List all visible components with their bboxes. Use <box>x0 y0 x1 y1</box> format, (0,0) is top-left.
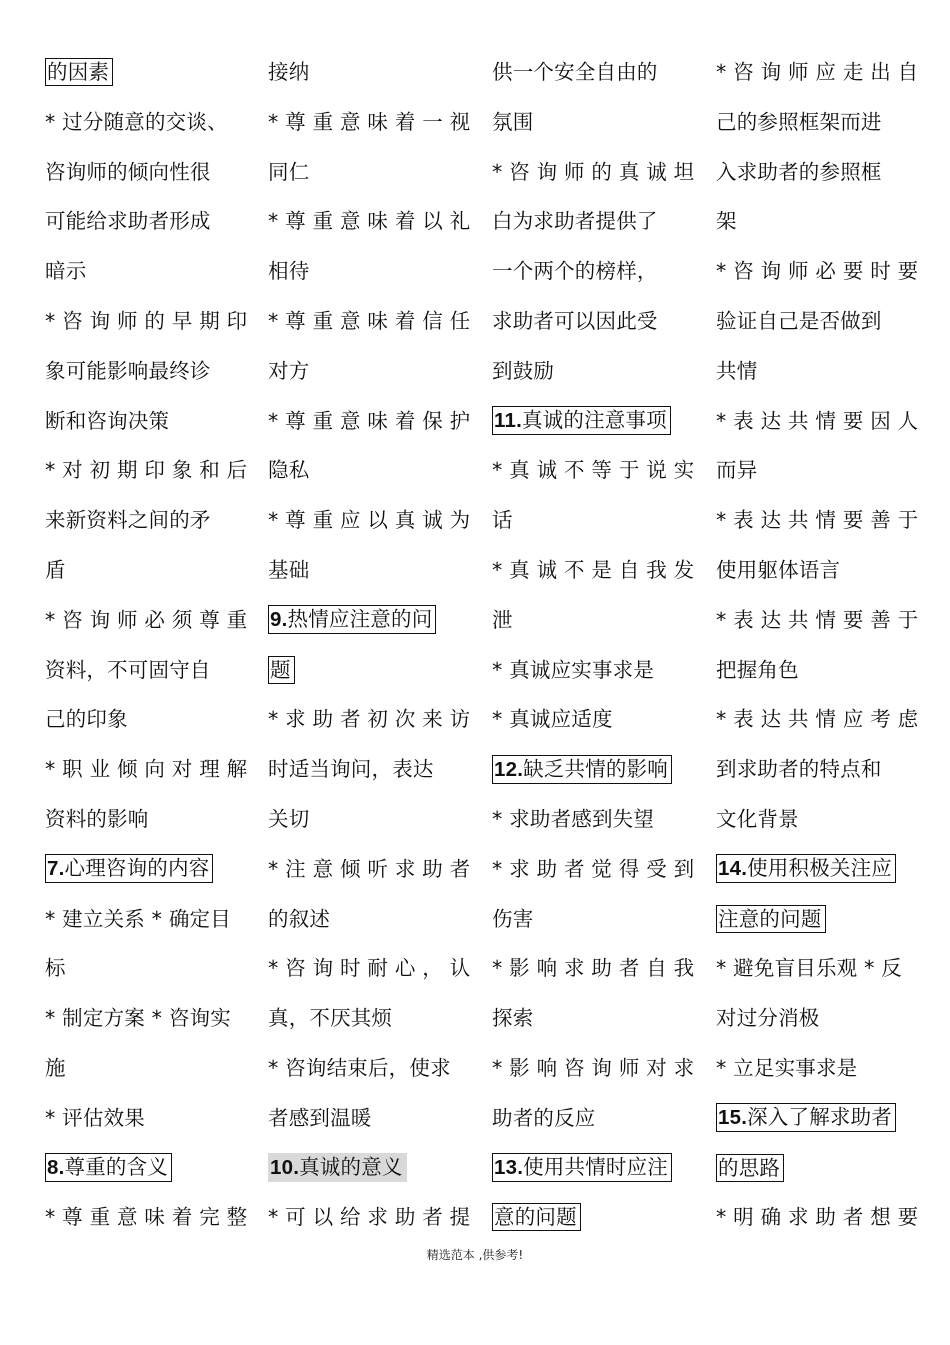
text-line <box>45 148 245 198</box>
line-text: * 尊 重 意 味 着 信 任 <box>268 308 471 333</box>
text-line <box>45 546 245 596</box>
text-line <box>268 895 468 945</box>
text-line <box>492 546 695 596</box>
section-heading <box>268 596 468 646</box>
text-line <box>716 347 916 397</box>
text-line <box>492 197 692 247</box>
text-line <box>716 1044 916 1094</box>
text-column-4 <box>716 48 919 1243</box>
line-text: * 表 达 共 情 要 善 于 <box>716 607 919 632</box>
text-line <box>716 994 916 1044</box>
line-text: 盾 <box>45 557 66 582</box>
text-line <box>268 845 471 895</box>
line-text: 把握角色 <box>716 657 799 682</box>
text-line <box>268 745 468 795</box>
text-line <box>492 247 692 297</box>
line-text: * 职 业 倾 向 对 理 解 <box>45 757 248 782</box>
text-line <box>45 496 245 546</box>
line-text: 己的参照框架而进 <box>716 109 882 134</box>
section-number: 12. <box>494 757 524 781</box>
text-line <box>492 795 692 845</box>
line-text: 一个两个的榜样， <box>492 259 658 284</box>
text-line <box>45 994 245 1044</box>
text-line <box>268 695 471 745</box>
line-text: 而异 <box>716 458 758 483</box>
line-text: 相待 <box>268 259 310 284</box>
section-number: 15. <box>718 1106 748 1130</box>
section-heading <box>268 646 468 696</box>
line-text: 供一个安全自由的 <box>492 60 658 84</box>
line-text: 对过分消极 <box>716 1006 820 1031</box>
heading-box <box>45 1153 172 1182</box>
line-text: * 制定方案 * 咨询实 <box>45 1006 231 1031</box>
text-line <box>716 546 916 596</box>
line-text: 话 <box>492 508 513 533</box>
text-line <box>716 397 919 447</box>
line-text: * 咨询结束后，使求 <box>268 1055 451 1080</box>
line-text: 资料的影响 <box>45 806 149 831</box>
text-line <box>492 646 692 696</box>
text-line <box>492 994 692 1044</box>
heading-box <box>716 905 826 933</box>
section-number: 13. <box>494 1156 524 1180</box>
line-text: 隐私 <box>268 458 310 483</box>
line-text: 使用躯体语言 <box>716 557 841 582</box>
text-line <box>492 446 695 496</box>
text-line <box>268 347 468 397</box>
section-heading <box>492 1144 692 1194</box>
section-heading <box>492 1193 692 1243</box>
text-line <box>492 895 692 945</box>
text-line <box>45 646 245 696</box>
text-line <box>716 48 919 98</box>
line-text: * 表 达 共 情 要 因 人 <box>716 408 919 433</box>
text-line <box>45 1094 245 1144</box>
heading-box <box>45 854 213 883</box>
line-text: 关切 <box>268 806 310 831</box>
line-text: 注意的问题 <box>718 906 822 931</box>
line-text: * 立足实事求是 <box>716 1055 858 1080</box>
text-line <box>45 745 248 795</box>
line-text: 氛围 <box>492 109 534 134</box>
text-line <box>268 446 468 496</box>
text-line <box>268 496 471 546</box>
text-line <box>45 297 248 347</box>
text-line <box>45 695 245 745</box>
text-line <box>45 1193 248 1243</box>
text-line <box>268 98 471 148</box>
line-text: 暗示 <box>45 259 87 284</box>
line-text: 助者的反应 <box>492 1105 596 1130</box>
text-line <box>268 944 471 994</box>
heading-box <box>716 1154 784 1182</box>
section-heading <box>268 1144 468 1194</box>
line-text: * 真诚应适度 <box>492 707 613 732</box>
text-line <box>492 1044 695 1094</box>
line-text: 意的问题 <box>494 1205 577 1230</box>
text-line <box>45 596 248 646</box>
line-text: 己的印象 <box>45 707 128 732</box>
line-text: * 尊 重 意 味 着 一 视 <box>268 109 471 134</box>
section-heading <box>716 1094 916 1144</box>
heading-box <box>268 605 436 634</box>
line-text: * 对 初 期 印 象 和 后 <box>45 458 248 483</box>
text-line <box>492 297 692 347</box>
section-number: 8. <box>47 1156 65 1180</box>
line-text: 者感到温暖 <box>268 1105 372 1130</box>
section-heading <box>716 845 916 895</box>
section-heading <box>716 895 916 945</box>
line-text: * 咨 询 师 的 真 诚 坦 <box>492 159 695 184</box>
line-text: * 影 响 咨 询 师 对 求 <box>492 1055 695 1080</box>
text-line <box>716 745 916 795</box>
line-text: * 咨 询 师 必 要 时 要 <box>716 259 919 284</box>
section-heading <box>45 48 245 98</box>
line-text: 接纳 <box>268 60 310 84</box>
heading-box <box>492 406 671 435</box>
page-footer: 精选范本 ,供参考! <box>426 1248 524 1262</box>
line-text: * 咨 询 师 应 走 出 自 <box>716 60 919 84</box>
line-text: * 评估效果 <box>45 1105 145 1130</box>
text-line <box>268 148 468 198</box>
text-line <box>268 795 468 845</box>
line-text: 泄 <box>492 607 513 632</box>
heading-box <box>268 656 295 684</box>
section-heading <box>45 845 245 895</box>
text-line <box>716 646 916 696</box>
text-line <box>716 596 919 646</box>
line-text: * 可 以 给 求 助 者 提 <box>268 1205 471 1230</box>
line-text: 验证自己是否做到 <box>716 308 882 333</box>
line-text: 施 <box>45 1055 66 1080</box>
text-line <box>492 347 692 397</box>
line-text: * 过分随意的交谈、 <box>45 109 228 134</box>
text-line <box>268 197 471 247</box>
text-line <box>492 496 692 546</box>
heading-box <box>268 1153 407 1182</box>
text-line <box>492 944 695 994</box>
text-column-3 <box>492 48 695 1243</box>
text-line <box>492 1094 692 1144</box>
line-text: 热情应注意的问 <box>287 607 433 632</box>
line-text: 到鼓励 <box>492 358 555 383</box>
line-text: * 求助者感到失望 <box>492 806 655 831</box>
line-text: * 影 响 求 助 者 自 我 <box>492 956 695 981</box>
line-text: 深入了解求助者 <box>747 1105 893 1130</box>
line-text: 使用共情时应注 <box>523 1155 669 1180</box>
line-text: 的叙述 <box>268 906 331 931</box>
text-line <box>45 446 248 496</box>
text-line <box>492 98 692 148</box>
text-line <box>492 596 692 646</box>
line-text: 缺乏共情的影响 <box>523 756 669 781</box>
text-line <box>492 845 695 895</box>
line-text: * 建立关系 * 确定目 <box>45 906 231 931</box>
text-line <box>45 795 245 845</box>
line-text: * 尊 重 意 味 着 保 护 <box>268 408 471 433</box>
line-text: 资料，不可固守自 <box>45 657 211 682</box>
line-text: 的思路 <box>718 1155 781 1180</box>
line-text: 尊重的含义 <box>64 1155 168 1180</box>
text-line <box>716 1193 919 1243</box>
section-heading <box>45 1144 245 1194</box>
text-line <box>45 98 245 148</box>
heading-box <box>45 58 113 86</box>
line-text: 可能给求助者形成 <box>45 209 211 234</box>
line-text: * 明 确 求 助 者 想 要 <box>716 1205 919 1230</box>
line-text: 使用积极关注应 <box>747 856 893 881</box>
text-line <box>716 247 919 297</box>
text-line <box>45 347 245 397</box>
line-text: 断和咨询决策 <box>45 408 170 433</box>
text-line <box>492 695 692 745</box>
section-heading <box>716 1144 916 1194</box>
text-line <box>716 944 916 994</box>
text-line <box>716 98 916 148</box>
section-number: 10. <box>270 1156 300 1180</box>
line-text: 求助者可以因此受 <box>492 308 658 333</box>
line-text: 探索 <box>492 1006 534 1031</box>
section-number: 14. <box>718 857 748 881</box>
text-line <box>268 546 468 596</box>
text-line <box>268 1193 471 1243</box>
text-line <box>45 247 245 297</box>
text-line <box>716 446 916 496</box>
text-column-2 <box>268 48 471 1243</box>
text-line <box>45 1044 245 1094</box>
line-text: 真，不厌其烦 <box>268 1006 393 1031</box>
section-number: 11. <box>494 409 522 433</box>
text-line <box>45 197 245 247</box>
line-text: 的因素 <box>47 60 110 84</box>
line-text: * 尊 重 意 味 着 以 礼 <box>268 209 471 234</box>
line-text: 真诚的注意事项 <box>521 408 667 433</box>
text-line <box>492 148 695 198</box>
text-line <box>45 397 245 447</box>
line-text: 到求助者的特点和 <box>716 757 882 782</box>
text-line <box>716 297 916 347</box>
line-text: * 表 达 共 情 要 善 于 <box>716 508 919 533</box>
text-line <box>716 496 919 546</box>
line-text: * 咨 询 师 的 早 期 印 <box>45 308 248 333</box>
text-line <box>45 944 245 994</box>
line-text: * 尊 重 应 以 真 诚 为 <box>268 508 471 533</box>
line-text: 对方 <box>268 358 310 383</box>
line-text: * 注 意 倾 听 求 助 者 <box>268 856 471 881</box>
line-text: * 真诚应实事求是 <box>492 657 655 682</box>
heading-box <box>716 854 896 883</box>
line-text: 时适当询问，表达 <box>268 757 434 782</box>
line-text: 白为求助者提供了 <box>492 209 658 234</box>
line-text: * 表 达 共 情 应 考 虑 <box>716 707 919 732</box>
line-text: 同仁 <box>268 159 310 184</box>
text-line <box>268 994 468 1044</box>
text-line <box>45 895 245 945</box>
text-line <box>492 48 692 98</box>
text-line <box>268 397 471 447</box>
line-text: 真诚的意义 <box>299 1155 403 1180</box>
heading-box <box>492 755 672 784</box>
line-text: 来新资料之间的矛 <box>45 508 211 533</box>
section-number: 7. <box>47 857 65 881</box>
line-text: * 避免盲目乐观 * 反 <box>716 956 902 981</box>
text-line <box>716 695 919 745</box>
section-number: 9. <box>270 608 288 632</box>
line-text: 共情 <box>716 358 758 383</box>
line-text: * 咨 询 师 必 须 尊 重 <box>45 607 248 632</box>
line-text: 基础 <box>268 557 310 582</box>
line-text: 象可能影响最终诊 <box>45 358 211 383</box>
heading-box <box>492 1153 672 1182</box>
line-text: 文化背景 <box>716 806 799 831</box>
line-text: * 尊 重 意 味 着 完 整 <box>45 1205 248 1230</box>
section-heading <box>492 397 692 447</box>
text-column-1 <box>45 48 248 1243</box>
heading-box <box>716 1103 896 1132</box>
section-heading <box>492 745 692 795</box>
text-line <box>268 297 471 347</box>
text-line <box>268 1094 468 1144</box>
text-line <box>268 48 468 98</box>
line-text: 伤害 <box>492 906 534 931</box>
line-text: * 求 助 者 觉 得 受 到 <box>492 856 695 881</box>
line-text: 题 <box>270 657 291 682</box>
line-text: 标 <box>45 956 66 981</box>
text-line <box>716 148 916 198</box>
line-text: * 求 助 者 初 次 来 访 <box>268 707 471 732</box>
text-line <box>268 247 468 297</box>
text-line <box>268 1044 468 1094</box>
text-line <box>716 795 916 845</box>
line-text: 架 <box>716 209 737 234</box>
line-text: 心理咨询的内容 <box>64 856 210 881</box>
line-text: 入求助者的参照框 <box>716 159 882 184</box>
line-text: * 真 诚 不 是 自 我 发 <box>492 557 695 582</box>
heading-box <box>492 1203 581 1231</box>
line-text: * 咨 询 时 耐 心 ， 认 <box>268 956 471 981</box>
text-line <box>716 197 916 247</box>
line-text: * 真 诚 不 等 于 说 实 <box>492 458 695 483</box>
line-text: 咨询师的倾向性很 <box>45 159 211 184</box>
